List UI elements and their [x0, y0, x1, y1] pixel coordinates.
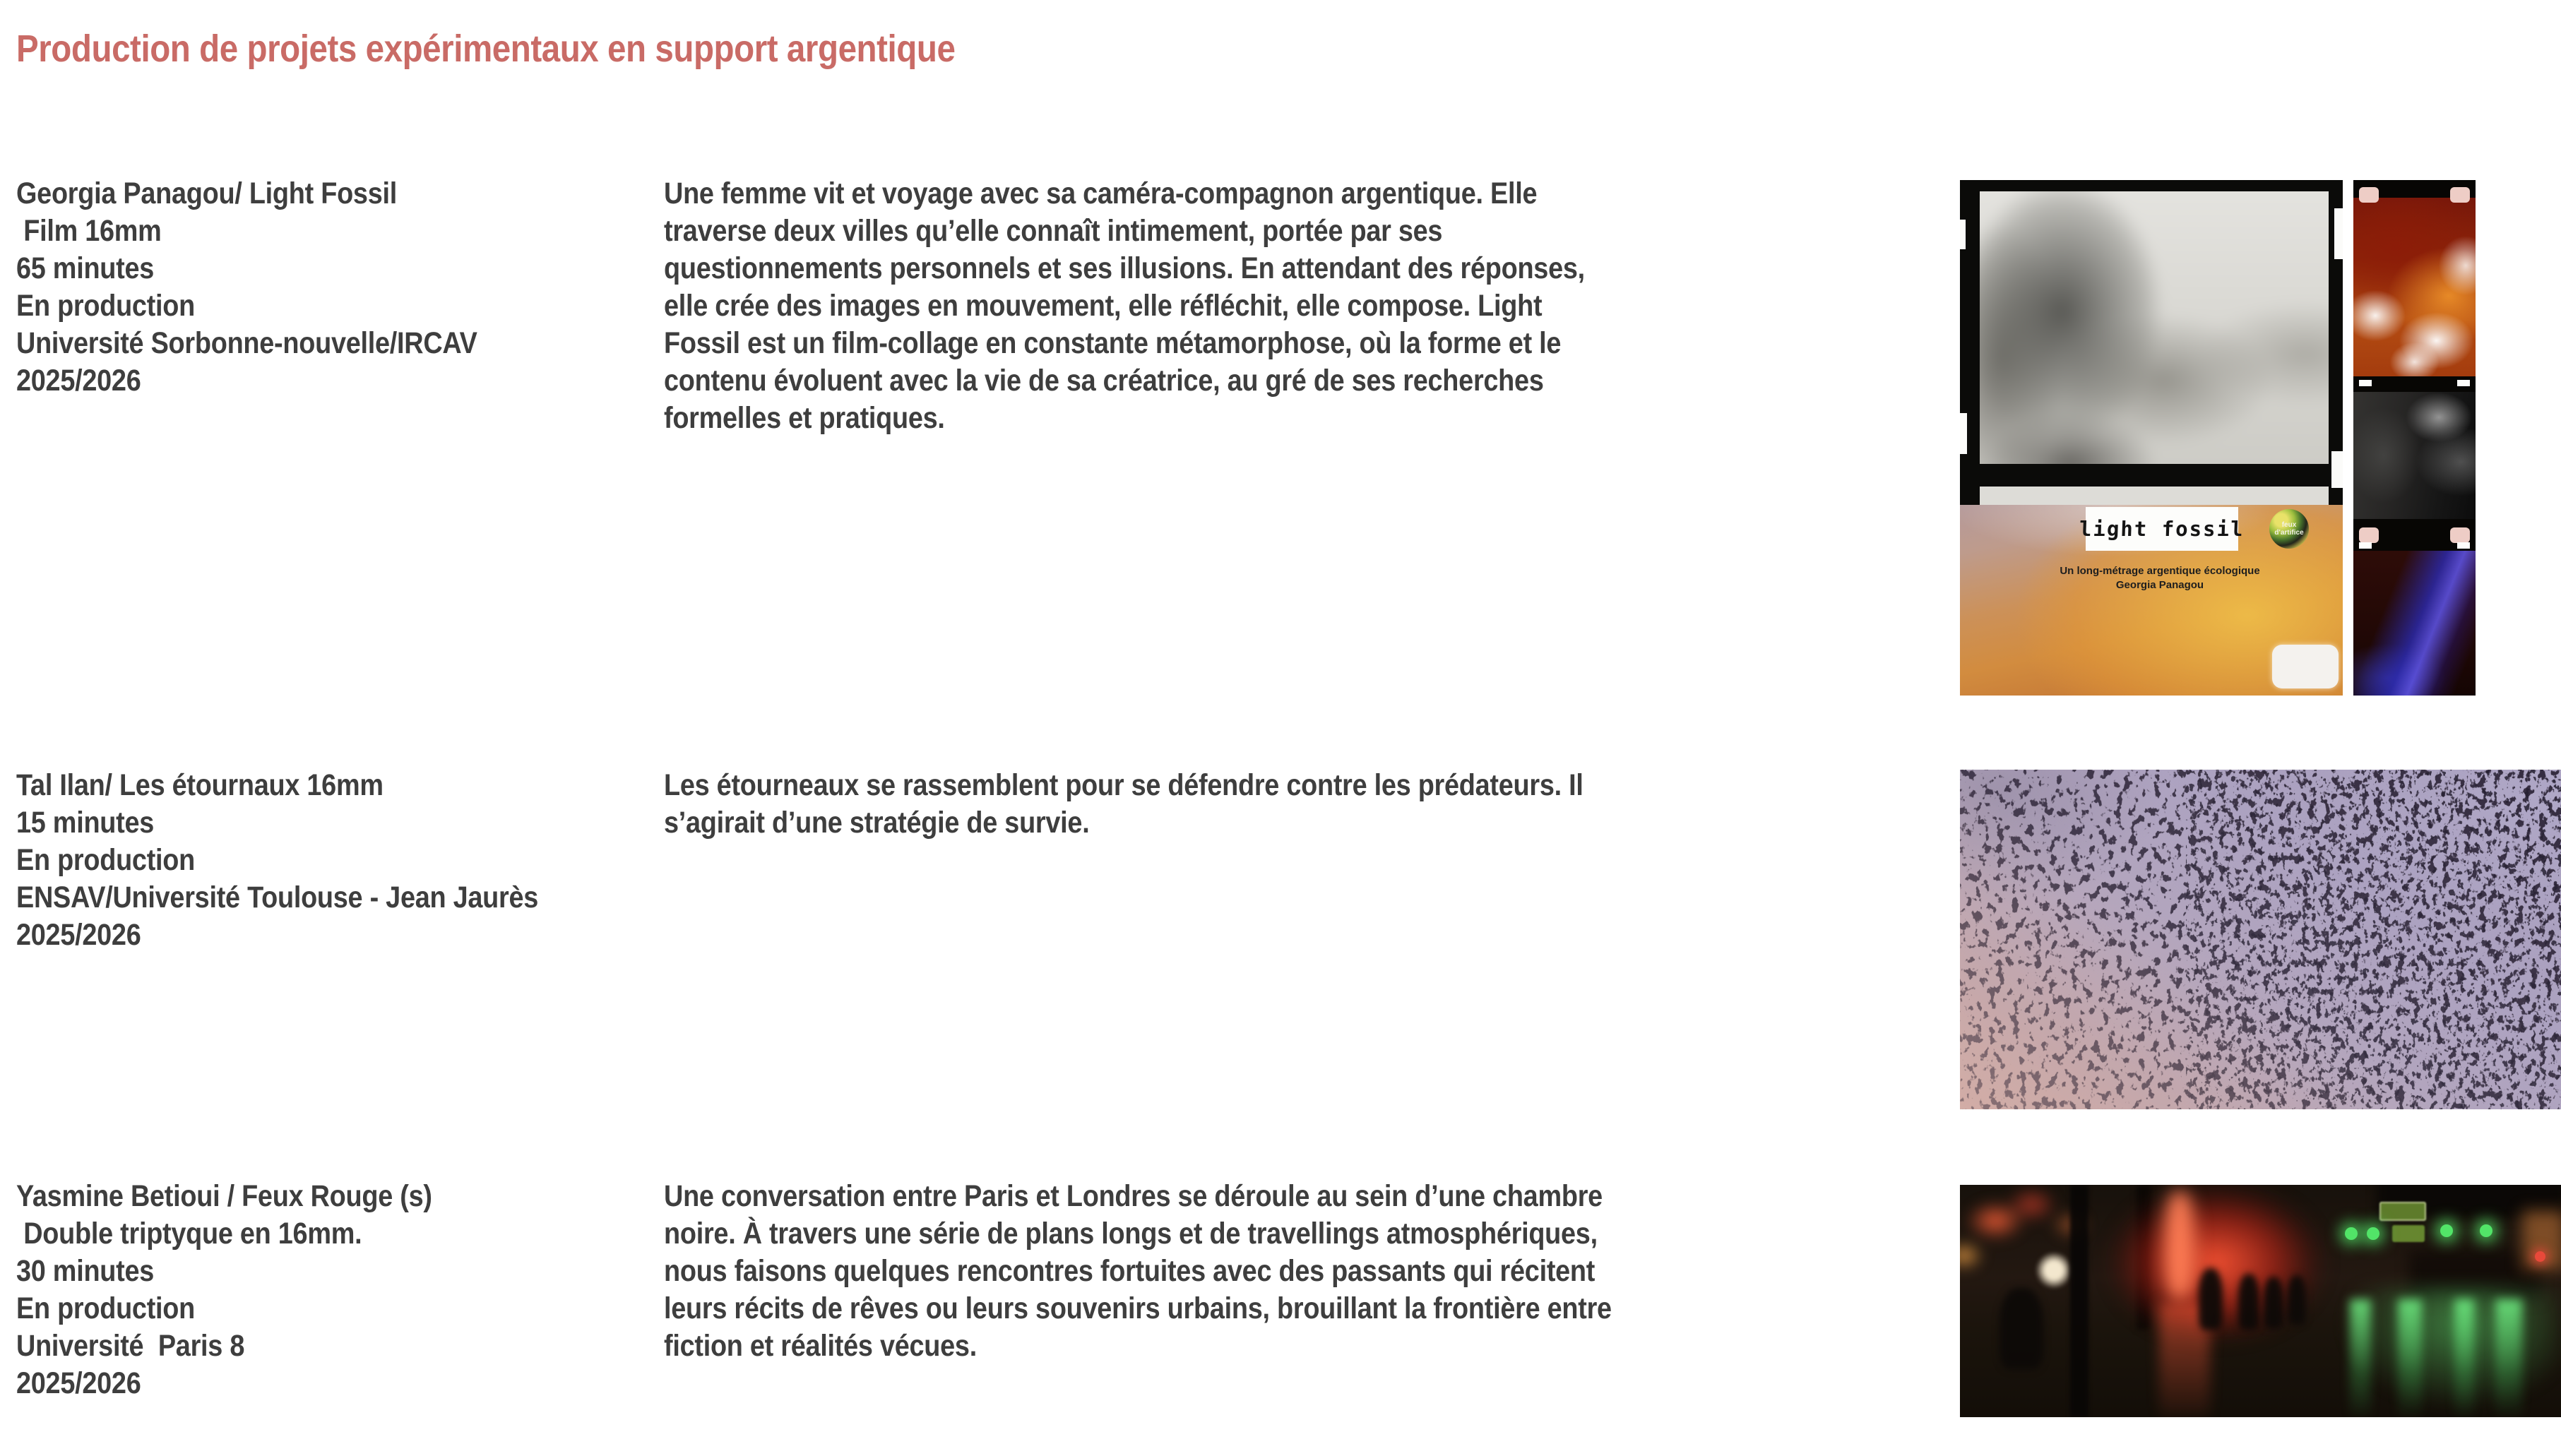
sprocket-tab: [2457, 542, 2470, 549]
project-1-status: En production: [16, 289, 196, 323]
desc-line: traverse deux villes qu’elle connaît intimement, portée par ses: [664, 214, 1443, 248]
poster-subtitle: Un long-métrage argentique écologique: [2060, 565, 2260, 577]
film-edge-notch: [1960, 413, 1967, 454]
desc-line: Fossil est un film-collage en constante métamorphose, où la forme et le: [664, 326, 1562, 360]
starling-murmuration-image: [1960, 770, 2561, 1109]
feux-dartifice-badge: [2269, 509, 2309, 549]
badge-text: feux d'artifice: [2274, 521, 2304, 537]
poster-title-box: [2079, 507, 2245, 551]
film-edge-notch: [2331, 451, 2343, 488]
poster-title-text: light fossil: [2079, 517, 2245, 541]
film-strip-image: [2353, 180, 2476, 696]
project-2-university: ENSAV/Université Toulouse - Jean Jaurès: [16, 881, 539, 914]
traffic-light-green: [2480, 1224, 2492, 1237]
pedestrian-silhouette: [2264, 1277, 2283, 1329]
project-3-format: Double triptyque en 16mm.: [16, 1217, 362, 1251]
sprocket-hole: [2450, 187, 2470, 203]
desc-line: fiction et réalités vécues.: [664, 1329, 977, 1363]
street-green-reflection: [2398, 1299, 2422, 1417]
project-2-duration: 15 minutes: [16, 806, 155, 840]
desc-line: questionnements personnels et ses illusions. En attendant des réponses,: [664, 251, 1585, 285]
project-3-status: En production: [16, 1291, 196, 1325]
desc-line: Les étourneaux se rassemblent pour se défendre contre les prédateurs. Il: [664, 768, 1583, 802]
desc-line: Une conversation entre Paris et Londres se déroule au sein d’une chambre: [664, 1179, 1603, 1213]
project-3-description: [664, 1178, 1752, 1365]
pedestrian-silhouette: [2000, 1288, 2043, 1369]
project-2-meta: [16, 767, 588, 954]
page-title: Production de projets expérimentaux en support argentique: [16, 28, 956, 70]
traffic-light-green: [2367, 1227, 2379, 1240]
film-edge-notch: [1960, 220, 1966, 249]
street-red-dot-light: [2535, 1251, 2545, 1262]
street-green-reflection: [2495, 1299, 2522, 1417]
traffic-light-green: [2345, 1227, 2358, 1240]
street-green-road-sign: [2379, 1202, 2426, 1221]
project-2-status: En production: [16, 843, 196, 877]
project-1-title-line: Georgia Panagou/ Light Fossil: [16, 177, 397, 210]
sprocket-hole: [2359, 527, 2379, 543]
film-frame-blue-glow: [2353, 551, 2476, 696]
poster-white-card: [2272, 645, 2339, 688]
sprocket-tab: [2359, 380, 2372, 386]
flock-specks-layer: [1960, 770, 2561, 1109]
project-3-media: [1960, 1185, 2561, 1417]
project-1-year: 2025/2026: [16, 364, 141, 398]
sprocket-hole: [2359, 187, 2379, 203]
film-frame-gray: [2353, 392, 2476, 519]
project-2-media: [1960, 770, 2561, 1109]
desc-line: leurs récits de rêves ou leurs souvenirs urbains, brouillant la frontière entre: [664, 1291, 1612, 1325]
traffic-light-green: [2440, 1224, 2453, 1237]
project-1-duration: 65 minutes: [16, 251, 155, 285]
poster-bw-film-frame: [1980, 191, 2329, 464]
project-2-title-line: Tal Ilan/ Les étournaux 16mm: [16, 768, 384, 802]
poster-bw-street-photo: [1980, 191, 2329, 464]
desc-line: contenu évoluent avec la vie de sa créatrice, au gré de ses recherches: [664, 364, 1544, 398]
street-red-light-core: [2165, 1191, 2194, 1300]
film-frame-fire: [2353, 198, 2476, 376]
sprocket-hole: [2450, 527, 2470, 543]
desc-line: formelles et pratiques.: [664, 401, 945, 435]
poster-chemigram-section: [1960, 505, 2343, 696]
poster-author: Georgia Panagou: [2115, 579, 2204, 591]
project-1-meta: [16, 175, 588, 400]
pedestrian-silhouette: [2199, 1268, 2223, 1330]
film-edge-notch: [2334, 208, 2343, 259]
desc-line: noire. À travers une série de plans longs et de travellings atmosphériques,: [664, 1217, 1598, 1251]
desc-line: s’agirait d’une stratégie de survie.: [664, 806, 1090, 840]
pedestrian-silhouette: [2288, 1275, 2306, 1325]
desc-line: elle crée des images en mouvement, elle réfléchit, elle compose. Light: [664, 289, 1543, 323]
poster-bw-frame-fragment: [1980, 487, 2329, 505]
sprocket-tab: [2457, 380, 2470, 386]
project-3-year: 2025/2026: [16, 1366, 141, 1400]
desc-line: Une femme vit et voyage avec sa caméra-compagnon argentique. Elle: [664, 177, 1538, 210]
desc-line: nous faisons quelques rencontres fortuites avec des passants qui récitent: [664, 1254, 1596, 1288]
light-fossil-poster-image: [1960, 180, 2343, 696]
project-3-university: Université Paris 8: [16, 1329, 245, 1363]
project-1-description: [664, 175, 1752, 437]
project-2-description: [664, 767, 1752, 842]
project-1-media: [1960, 180, 2561, 696]
street-green-reflection: [2454, 1299, 2474, 1417]
rainy-night-street-image: [1960, 1185, 2561, 1417]
project-3-duration: 30 minutes: [16, 1254, 155, 1288]
street-green-reflection: [2350, 1299, 2371, 1417]
project-3-meta: [16, 1178, 588, 1402]
street-green-road-sign: [2392, 1225, 2425, 1242]
project-1-format: Film 16mm: [16, 214, 162, 248]
project-3-title-line: Yasmine Betioui / Feux Rouge (s): [16, 1179, 432, 1213]
project-2-year: 2025/2026: [16, 918, 141, 952]
project-1-university: Université Sorbonne-nouvelle/IRCAV: [16, 326, 477, 360]
sprocket-tab: [2359, 542, 2372, 549]
street-lamp-glow: [2036, 1253, 2072, 1288]
pedestrian-silhouette: [2238, 1274, 2259, 1330]
